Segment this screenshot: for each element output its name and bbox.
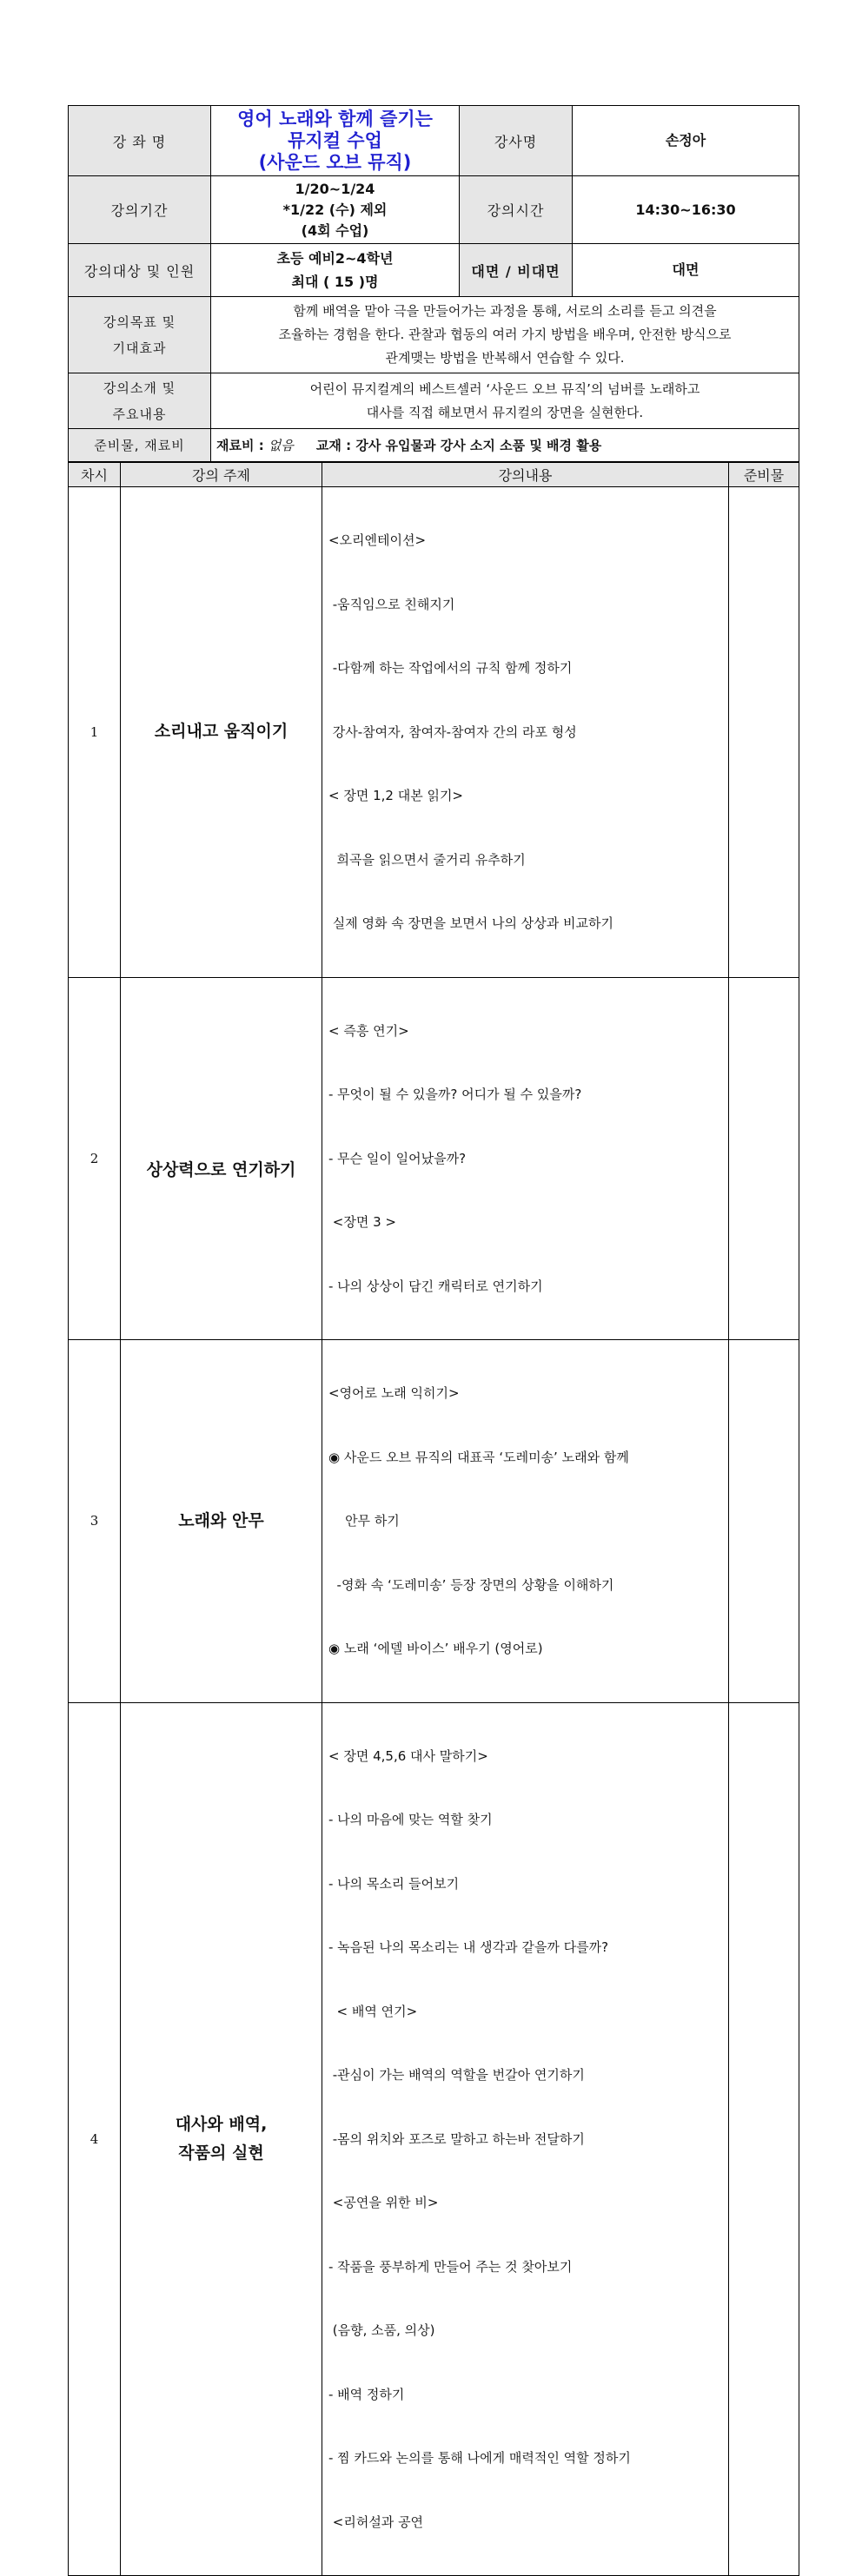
content-line: - 나의 상상이 담긴 캐릭터로 연기하기 (328, 1278, 543, 1294)
intro-label (69, 373, 211, 429)
topic-line: 대사와 배역, (175, 2114, 268, 2134)
period-line: *1/22 (수) 제외 (282, 201, 388, 218)
prep-textbook: 교재 : 강사 유입물과 강사 소지 소품 및 배경 활용 (315, 438, 602, 453)
content-line: -관심이 가는 배역의 역할을 번갈아 연기하기 (328, 2067, 585, 2083)
course-title-line: 영어 노래와 함께 즐기는 (237, 108, 433, 129)
content-line: 실제 영화 속 장면을 보면서 나의 상상과 비교하기 (328, 915, 613, 931)
mode-label: 대면 / 비대면 (460, 244, 573, 297)
content-line: ◉ 노래 ‘에델 바이스’ 배우기 (영어로) (328, 1641, 543, 1656)
table-row (69, 1702, 799, 2576)
course-title (211, 106, 460, 176)
prep-material-label: 재료비 : (216, 438, 269, 453)
content-line: (음향, 소품, 의상) (328, 2322, 435, 2338)
content-line: -다함께 하는 작업에서의 규칙 함께 정하기 (328, 660, 573, 676)
goal-line: 함께 배역을 맡아 극을 만들어가는 과정을 통해, 서로의 소리를 듣고 의견을 (293, 303, 717, 319)
session-topic (121, 977, 322, 1340)
intro-line: 어린이 뮤지컬계의 베스트셀러 ‘사운드 오브 뮤직’의 넘버를 노래하고 (309, 380, 700, 397)
period-line: (4회 수업) (301, 221, 369, 239)
content-line: - 찜 카드와 논의를 통해 나에게 매력적인 역할 정하기 (328, 2450, 631, 2466)
content-line: <공연을 위한 비> (328, 2195, 439, 2210)
period-line: 1/20~1/24 (295, 180, 375, 197)
schedule-header-row (69, 463, 799, 487)
topic-line: 노래와 안무 (178, 1510, 264, 1530)
content-line: - 배역 정하기 (328, 2386, 405, 2402)
content-line: < 배역 연기> (328, 2003, 418, 2019)
target-line: 초등 예비2~4학년 (276, 250, 394, 267)
time-value: 14:30~16:30 (573, 176, 799, 244)
content-line: <오리엔테이션> (328, 532, 427, 548)
session-content (322, 487, 729, 978)
session-number: 2 (69, 977, 121, 1340)
content-line: -몸의 위치와 포즈로 말하고 하는바 전달하기 (328, 2130, 585, 2147)
content-line: - 무엇이 될 수 있을까? 어디가 될 수 있을까? (328, 1087, 582, 1102)
table-row (69, 487, 799, 978)
session-number: 4 (69, 1702, 121, 2576)
content-line: <영어로 노래 익히기> (328, 1385, 460, 1401)
content-line: - 녹음된 나의 목소리는 내 생각과 같을까 다를까? (328, 1939, 609, 1955)
prep-label: 준비물, 재료비 (69, 429, 211, 462)
content-line: - 무슨 일이 일어났을까? (328, 1150, 467, 1166)
goal-label-line: 강의목표 및 (103, 314, 176, 330)
topic-line: 작품의 실현 (178, 2143, 264, 2163)
target-line: 최대 ( 15 )명 (291, 274, 379, 290)
session-content (322, 1702, 729, 2576)
session-number: 1 (69, 487, 121, 978)
content-line: < 장면 4,5,6 대사 말하기> (328, 1747, 488, 1764)
topic-line: 상상력으로 연기하기 (146, 1160, 296, 1180)
content-line: - 작품을 풍부하게 만들어 주는 것 찾아보기 (328, 2258, 573, 2275)
instructor-name: 손정아 (573, 106, 799, 176)
content-line: -영화 속 ‘도레미송’ 등장 장면의 상황을 이해하기 (328, 1576, 614, 1593)
session-content (322, 1340, 729, 1703)
intro-label-line: 주요내용 (112, 406, 167, 422)
header-session: 차시 (69, 463, 121, 487)
goal-label-line: 기대효과 (112, 340, 167, 356)
course-name-label: 강 좌 명 (69, 106, 211, 176)
session-number: 3 (69, 1340, 121, 1703)
target-value (211, 244, 460, 297)
topic-line: 소리내고 움직이기 (154, 722, 288, 742)
session-materials (729, 1702, 799, 2576)
session-topic (121, 1340, 322, 1703)
content-line: - 나의 마음에 맞는 역할 찾기 (328, 1812, 493, 1827)
prep-material-value: 없음 (268, 438, 294, 453)
session-materials (729, 487, 799, 978)
intro-text (211, 373, 799, 429)
course-title-line: (사운드 오브 뮤직) (258, 151, 412, 173)
content-line: < 장면 1,2 대본 읽기> (328, 788, 464, 803)
period-value (211, 176, 460, 244)
schedule-table (68, 462, 799, 2576)
session-materials (729, 1340, 799, 1703)
content-line: - 나의 목소리 들어보기 (328, 1875, 460, 1892)
table-row (69, 977, 799, 1340)
content-line: -움직임으로 친해지기 (328, 596, 455, 612)
prep-text (211, 429, 799, 462)
header-content: 강의내용 (322, 463, 729, 487)
course-info-table (68, 105, 799, 462)
intro-line: 대사를 직접 해보면서 뮤지컬의 장면을 실현한다. (366, 404, 644, 420)
content-line: 강사-참여자, 참여자-참여자 간의 라포 형성 (328, 723, 577, 740)
content-line: <리허설과 공연 (328, 2513, 424, 2530)
content-line: < 즉흥 연기> (328, 1022, 409, 1039)
time-label: 강의시간 (460, 176, 573, 244)
mode-value: 대면 (573, 244, 799, 297)
session-materials (729, 977, 799, 1340)
goal-label (69, 297, 211, 373)
target-label: 강의대상 및 인원 (69, 244, 211, 297)
header-topic: 강의 주제 (121, 463, 322, 487)
goal-text (211, 297, 799, 373)
content-line: 안무 하기 (328, 1513, 400, 1529)
intro-label-line: 강의소개 및 (103, 380, 176, 396)
content-line: ◉ 사운드 오브 뮤직의 대표곡 ‘도레미송’ 노래와 함께 (328, 1449, 629, 1465)
goal-line: 조율하는 경험을 한다. 관찰과 협동의 여러 가지 방법을 배우며, 안전한 방식으로 (278, 327, 732, 342)
table-row (69, 1340, 799, 1703)
content-line: 희곡을 읽으면서 줄거리 유추하기 (328, 851, 526, 868)
content-line: <장면 3 > (328, 1214, 396, 1230)
period-label: 강의기간 (69, 176, 211, 244)
session-topic (121, 1702, 322, 2576)
instructor-label: 강사명 (460, 106, 573, 176)
course-title-line: 뮤지컬 수업 (288, 129, 382, 151)
session-topic (121, 487, 322, 978)
goal-line: 관계맺는 방법을 반복해서 연습할 수 있다. (385, 350, 625, 366)
header-materials: 준비물 (729, 463, 799, 487)
session-content (322, 977, 729, 1340)
